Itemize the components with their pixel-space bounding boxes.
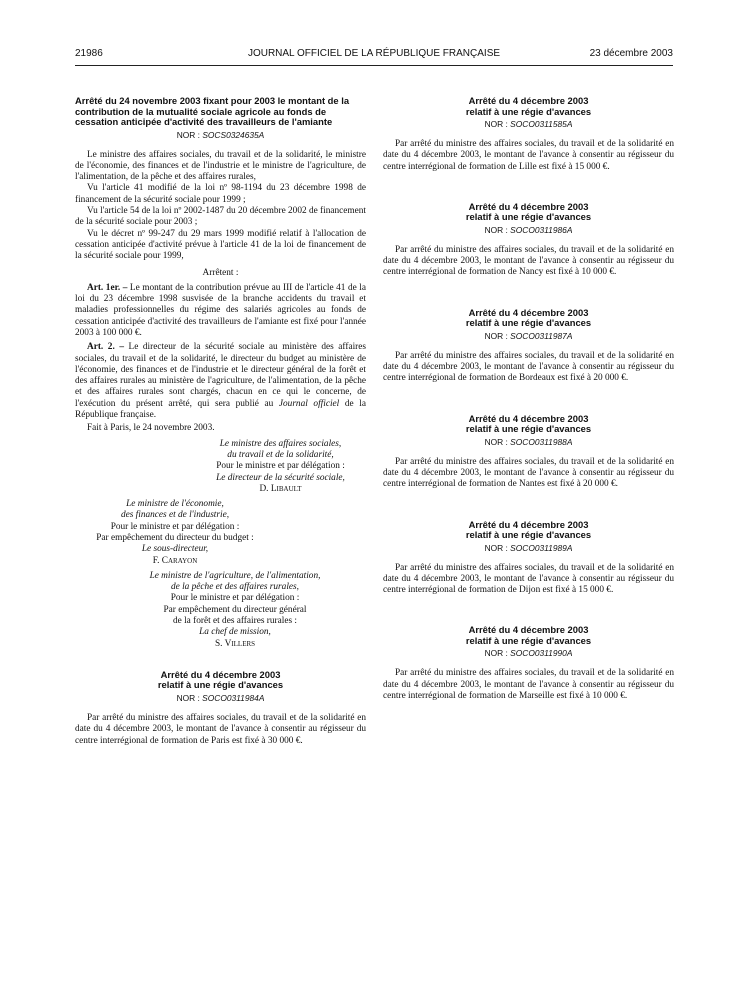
arrete-title: Arrêté du 4 décembre 2003 — [468, 306, 589, 318]
arrete-title: Arrêté du 4 décembre 2003 — [468, 624, 589, 636]
arrete-body: Par arrêté du ministre des affaires sociales, du travail et de la solidarité en date du 4 décembre 2003, le montant de l'avance à consentir au régisseur du centre interrégional de formation de Dijon est fixé à 15 000 €. — [383, 562, 674, 596]
article-2-text: Le directeur de la sécurité sociale au ministère des affaires sociales, du travail et de la solidarité, le directeur du budget au ministère de l'économie, des finances et de l'industrie et le directeur général de la forêt et des affaires rurales au ministère de l'agriculture, de l'alimentation, de la pêche et des affaires rurales sont chargés, chacun en ce qui le concerne, de l'exécution du présent arrêté, qui sera publié au — [75, 342, 366, 409]
arrete-regie-paris — [75, 670, 366, 747]
arrete-regie-lille — [383, 96, 674, 173]
nor-label: NOR : — [484, 330, 511, 341]
arrete-subtitle: relatif à une régie d'avances — [465, 634, 592, 646]
arretent-heading: Arrêtent : — [202, 268, 239, 279]
arrete-regie-dijon — [383, 520, 674, 597]
nor-label: NOR : — [484, 119, 511, 129]
nor-code: SOCS0324635A — [202, 129, 265, 140]
nor-code: SOCO0311984A — [202, 692, 265, 703]
visa-paragraph: Vu l'article 54 de la loi nº 2002-1487 du 20 décembre 2002 de financement de la sécurité sociale pour 2003 ; — [75, 205, 366, 228]
nor-code: SOCO0311990A — [510, 648, 573, 659]
nor-label: NOR : — [484, 648, 511, 659]
nor-line — [383, 543, 674, 554]
nor-code: SOCO0311988A — [510, 436, 573, 447]
signatory-minister: de la pêche et des affaires rurales, — [171, 582, 299, 593]
preamble-paragraph: Le ministre des affaires sociales, du travail et de la solidarité, le ministre de l'économie, des finances et de l'industrie et le ministre de l'agriculture, de l'alimentation, de la pêche et des affaires rurales, — [75, 149, 366, 183]
arrete-subtitle: relatif à une régie d'avances — [465, 211, 592, 223]
nor-line — [383, 648, 674, 659]
arrete-body: Par arrêté du ministre des affaires sociales, du travail et de la solidarité en date du 4 décembre 2003, le montant de l'avance à consentir au régisseur du centre interrégional de formation de Marseille est fixé à 10 000 €. — [383, 668, 674, 702]
arrete-title: Arrêté du 4 décembre 2003 — [468, 95, 589, 106]
signatory-minister: Le ministre des affaires sociales, — [219, 438, 342, 449]
delegation-line: Pour le ministre et par délégation : — [110, 521, 240, 532]
arrete-subtitle: relatif à une régie d'avances — [465, 105, 592, 117]
issue-date: 23 décembre 2003 — [589, 48, 673, 59]
nor-code: SOCO0311989A — [510, 542, 573, 553]
nor-line — [75, 693, 366, 704]
header-rule — [75, 65, 673, 66]
signatory-minister: Le ministre de l'agriculture, de l'alimentation, — [149, 570, 321, 581]
signatory-name: D. Libault — [259, 483, 302, 494]
arrete-regie-marseille — [383, 625, 674, 702]
fait-a-paris: Fait à Paris, le 24 novembre 2003. — [87, 423, 215, 434]
arrete-subtitle: relatif à une régie d'avances — [465, 423, 592, 435]
signatory-role: Le sous-directeur, — [141, 544, 209, 555]
nor-line — [75, 130, 366, 141]
nor-line — [383, 119, 674, 130]
signatory-minister: des finances et de l'industrie, — [120, 510, 230, 521]
arrete-body: Par arrêté du ministre des affaires sociales, du travail et de la solidarité en date du 4 décembre 2003, le montant de l'avance à consentir au régisseur du centre interrégional de formation de Bordeaux est fixé à 20 000 €. — [383, 350, 674, 384]
article-1-label: Art. 1er. – — [87, 282, 128, 293]
signatory-name: F. Carayon — [152, 555, 198, 566]
article-1-text: Le montant de la contribution prévue au III de l'article 41 de la loi du 23 décembre 1998 susvisée de la branche accidents du travail et maladies professionnelles du régime des salariés agricoles au fonds de cessation anticipée d'activité des travailleurs de l'amiante est fixé pour l'année 2003 à 100 000 €. — [75, 282, 366, 338]
empechement-line: Par empêchement du directeur du budget : — [96, 533, 254, 543]
arrete-title: Arrêté du 4 décembre 2003 — [468, 518, 589, 530]
article-2-journal-ref: Journal officiel — [278, 398, 340, 409]
journal-title: JOURNAL OFFICIEL DE LA RÉPUBLIQUE FRANÇAISE — [247, 48, 501, 59]
running-header — [75, 48, 673, 62]
arrete-subtitle: relatif à une régie d'avances — [157, 679, 284, 691]
nor-line — [383, 225, 674, 236]
arrete-regie-nancy — [383, 202, 674, 279]
arrete-body: Par arrêté du ministre des affaires sociales, du travail et de la solidarité en date du 4 décembre 2003, le montant de l'avance à consentir au régisseur du centre interrégional de formation de Nantes est fixé à 20 000 €. — [383, 456, 674, 490]
nor-label: NOR : — [484, 224, 511, 235]
article-1 — [75, 283, 366, 339]
nor-line — [383, 331, 674, 342]
arrete-subtitle: relatif à une régie d'avances — [465, 529, 592, 541]
delegation-line: Pour le ministre et par délégation : — [216, 461, 345, 472]
signatory-role: Le directeur de la sécurité sociale, — [216, 472, 345, 483]
signature-block-affaires-sociales — [195, 439, 366, 495]
page-number: 21986 — [75, 48, 103, 59]
nor-label: NOR : — [484, 542, 511, 553]
signature-block-agriculture — [125, 571, 345, 650]
left-column — [75, 96, 366, 747]
arrete-title: Arrêté du 4 décembre 2003 — [160, 668, 281, 680]
visa-paragraph: Vu le décret nº 99-247 du 29 mars 1999 modifié relatif à l'allocation de cessation anticipée d'activité prévue à l'article 41 de la loi de financement de la sécurité sociale pour 1999, — [75, 228, 366, 262]
signatory-name: S. Villers — [214, 638, 256, 649]
arrete-regie-bordeaux — [383, 308, 674, 385]
signature-block-economie — [75, 499, 275, 567]
arrete-subtitle: relatif à une régie d'avances — [465, 317, 592, 329]
nor-label: NOR : — [484, 436, 511, 447]
visa-paragraph: Vu l'article 41 modifié de la loi nº 98-1194 du 23 décembre 1998 de financement de la sécurité sociale pour 1999 ; — [75, 183, 366, 205]
nor-label: NOR : — [176, 129, 203, 140]
empechement-line: de la forêt et des affaires rurales : — [173, 616, 297, 627]
empechement-line: Par empêchement du directeur général — [163, 604, 307, 615]
article-2 — [75, 342, 366, 421]
arrete-body: Par arrêté du ministre des affaires sociales, du travail et de la solidarité en date du 4 décembre 2003, le montant de l'avance à consentir au régisseur du centre interrégional de formation de Lille est fixé à 15 000 €. — [383, 139, 674, 172]
delegation-line: Pour le ministre et par délégation : — [170, 593, 300, 604]
arrete-amiante — [75, 96, 366, 650]
signatory-minister: Le ministre de l'économie, — [126, 499, 224, 510]
arrete-title: Arrêté du 4 décembre 2003 — [468, 412, 589, 424]
arrete-title: Arrêté du 24 novembre 2003 fixant pour 2003 le montant de la contribution de la mutualité sociale agricole au fonds de cessation anticipée d'activité des travailleurs de l'amiante — [75, 95, 350, 127]
right-column — [383, 96, 674, 702]
signatory-minister: du travail et de la solidarité, — [227, 449, 334, 460]
arrete-body: Par arrêté du ministre des affaires sociales, du travail et de la solidarité en date du 4 décembre 2003, le montant de l'avance à consentir au régisseur du centre interrégional de formation de Nancy est fixé à 10 000 €. — [383, 244, 674, 278]
arrete-title: Arrêté du 4 décembre 2003 — [468, 200, 589, 212]
nor-code: SOCO0311987A — [510, 330, 573, 341]
article-2-text-end: de la République française. — [75, 398, 367, 421]
nor-label: NOR : — [176, 692, 203, 703]
signatory-role: La chef de mission, — [199, 627, 271, 638]
arrete-regie-nantes — [383, 414, 674, 491]
nor-code: SOCO0311986A — [510, 224, 573, 235]
nor-code: SOCO0311585A — [510, 119, 573, 129]
article-2-label: Art. 2. – — [87, 342, 124, 353]
arrete-body: Par arrêté du ministre des affaires sociales, du travail et de la solidarité en date du 4 décembre 2003, le montant de l'avance à consentir au régisseur du centre interrégional de formation de Paris est fixé à 30 000 €. — [75, 712, 366, 746]
nor-line — [383, 437, 674, 448]
